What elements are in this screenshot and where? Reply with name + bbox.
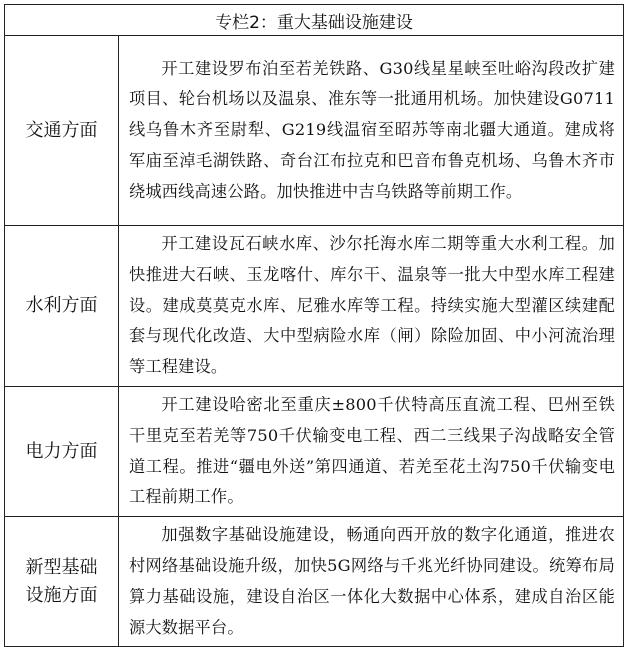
table-row	[5, 517, 624, 647]
table-row	[5, 226, 624, 387]
content-water: 开工建设瓦石峡水库、沙尔托海水库二期等重大水利工程。加快推进大石峡、玉龙喀什、库尔干、温泉等一批大中型水库工程建设。建成莫莫克水库、尼雅水库等工程。持续实施大型灌区续建配套与现代化改造、大中型病险水库（闸）除险加固、中小河流治理等工程建设。	[119, 226, 624, 387]
content-power: 开工建设哈密北至重庆±800千伏特高压直流工程、巴州至铁干里克至若羌等750千伏输变电工程、西二三线果子沟战略安全管道工程。推进“疆电外送”第四通道、若羌至花土沟750千伏输变电工程前期工作。	[119, 386, 624, 516]
category-new-infrastructure	[5, 517, 119, 647]
category-water: 水利方面	[5, 226, 119, 387]
table-title: 专栏2：重大基础设施建设	[5, 5, 624, 36]
content-new-infrastructure: 加强数字基础设施建设，畅通向西开放的数字化通道，推进农村网络基础设施升级，加快5G网络与千兆光纤协同建设。统筹布局算力基础设施，建设自治区一体化大数据中心体系，建成自治区能源大数据平台。	[119, 517, 624, 647]
infrastructure-table	[4, 4, 624, 647]
category-label-line1: 新型基础	[25, 556, 98, 578]
table-row	[5, 386, 624, 516]
content-transport: 开工建设罗布泊至若羌铁路、G30线星星峡至吐峪沟段改扩建项目、轮台机场以及温泉、准东等一批通用机场。加快建设G0711线乌鲁木齐至尉犁、G219线温宿至昭苏等南北疆大通道。建成将军庙至淖毛湖铁路、奇台江布拉克和巴音布鲁克机场、乌鲁木齐市绕城西线高速公路。加快推进中吉乌铁路等前期工作。	[119, 36, 624, 226]
table-title-row	[5, 5, 624, 36]
category-transport: 交通方面	[5, 36, 119, 226]
table-row	[5, 36, 624, 226]
category-label-line2: 设施方面	[25, 584, 98, 606]
category-power: 电力方面	[5, 386, 119, 516]
